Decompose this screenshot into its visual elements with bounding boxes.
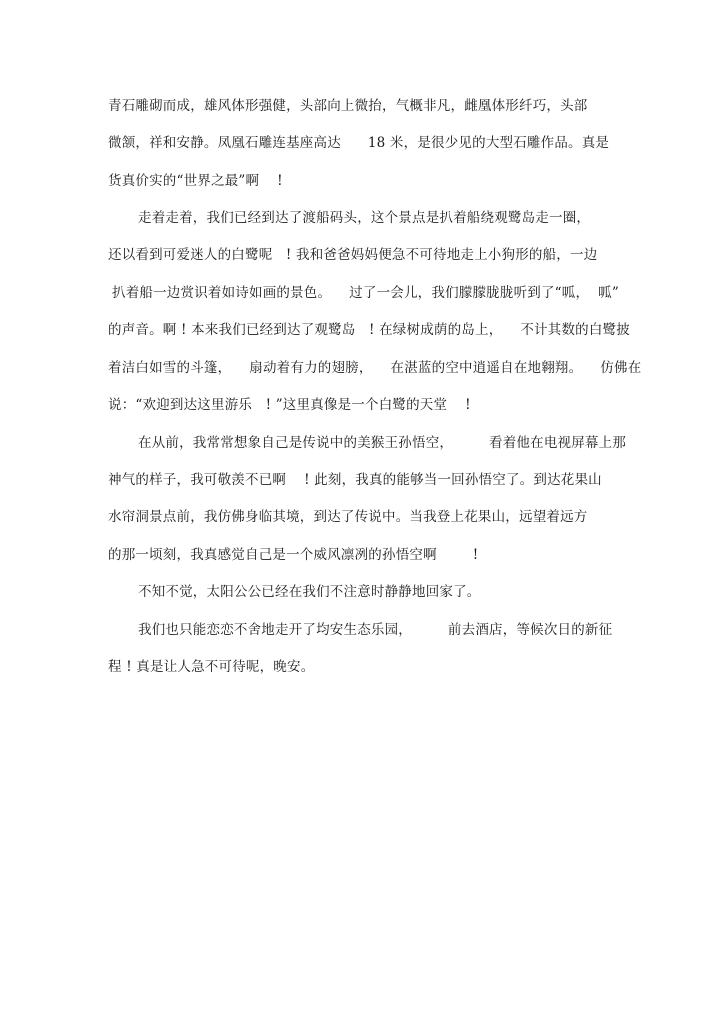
text-line-4: 走着走着，我们已经到达了渡船码头，这个景点是扒着船绕观鹭岛走一圈， <box>138 210 591 226</box>
text-line-8: 着洁白如雪的斗篷， 扇动着有力的翅膀， 在湛蓝的空中逍遥自在地翱翔。 仿佛在 <box>108 360 642 376</box>
text-line-5: 还以看到可爱迷人的白鹭呢 ! 我和爸爸妈妈便急不可待地走上小狗形的船，一边 <box>108 247 598 263</box>
text-line-7: 的声音。啊 ! 本来我们已经到达了观鹭岛 ! 在绿树成荫的岛上， 不计其数的白鹭披 <box>108 322 630 338</box>
text-line-1: 青石雕砌而成，雄风体形强健，头部向上微抬，气概非凡，雌凰体形纤巧，头部 <box>108 98 588 114</box>
text-line-16: 程 ! 真是让人急不可待呢，晚安。 <box>108 659 315 675</box>
text-line-2: 微颔，祥和安静。凤凰石雕连基座高达 18 米，是很少见的大型石雕作品。真是 <box>108 135 610 151</box>
text-line-3: 货真价实的“世界之最”啊 ! <box>108 173 283 189</box>
text-line-13: 的那一顷刻，我真感觉自己是一个威风凛冽的孙悟空啊 ! <box>108 547 479 563</box>
text-line-12: 水帘洞景点前，我仿佛身临其境，到达了传说中。当我登上花果山，远望着远方 <box>108 509 588 525</box>
text-line-14: 不知不觉，太阳公公已经在我们不注意时静静地回家了。 <box>138 584 481 600</box>
text-line-6: 扒着船一边赏识着如诗如画的景色。 过了一会儿，我们朦朦胧胧听到了“呱， 呱” <box>112 285 619 301</box>
text-line-10: 在从前，我常常想象自己是传说中的美猴王孙悟空， 看着他在电视屏幕上那 <box>138 435 627 451</box>
text-line-15: 我们也只能恋恋不舍地走开了均安生态乐园， 前去酒店，等候次日的新征 <box>138 622 613 638</box>
text-line-9: 说：“欢迎到达这里游乐 ! ”这里真像是一个白鹭的天堂 ! <box>108 397 471 413</box>
text-line-11: 神气的样子，我可敬羡不已啊 ! 此刻，我真的能够当一回孙悟空了。到达花果山 <box>108 472 602 488</box>
